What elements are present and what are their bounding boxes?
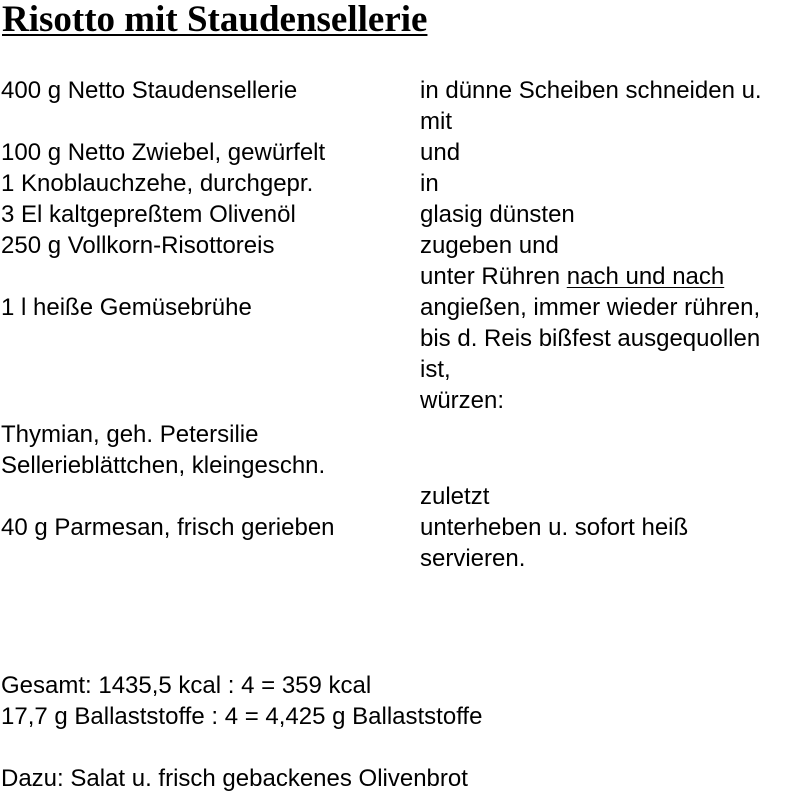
recipe-title: Risotto mit Staudensellerie: [2, 0, 428, 40]
instruction-line: angießen, immer wieder rühren,: [420, 294, 761, 321]
ingredient-line: 1 Knoblauchzehe, durchgepr.: [1, 170, 314, 197]
ingredient-line: 400 g Netto Staudensellerie: [1, 77, 298, 104]
ingredient-line: Sellerieblättchen, kleingeschn.: [1, 452, 326, 479]
instruction-line: und: [420, 139, 461, 166]
instruction-line: in dünne Scheiben schneiden u.: [420, 77, 762, 104]
instruction-line: mit: [420, 108, 452, 135]
instruction-line: würzen:: [420, 387, 505, 414]
instruction-line: unterheben u. sofort heiß: [420, 514, 689, 541]
serving-suggestion: Dazu: Salat u. frisch gebackenes Olivenbrot: [1, 765, 468, 792]
fiber-summary: 17,7 g Ballaststoffe : 4 = 4,425 g Ballaststoffe: [1, 703, 483, 730]
instruction-text: unter Rühren: [420, 263, 567, 290]
instruction-line: ist,: [420, 356, 451, 383]
ingredient-line: 1 l heiße Gemüsebrühe: [1, 294, 252, 321]
instruction-line: zuletzt: [420, 483, 490, 510]
instruction-line: bis d. Reis bißfest ausgequollen: [420, 325, 761, 352]
instruction-line: [420, 261, 724, 292]
instruction-line: in: [420, 170, 439, 197]
ingredient-line: Thymian, geh. Petersilie: [1, 421, 259, 448]
calorie-summary: Gesamt: 1435,5 kcal : 4 = 359 kcal: [1, 672, 372, 699]
instruction-underlined-text: nach und nach: [566, 263, 725, 290]
instruction-line: glasig dünsten: [420, 201, 575, 228]
ingredient-line: 100 g Netto Zwiebel, gewürfelt: [1, 139, 326, 166]
instruction-line: servieren.: [420, 545, 526, 572]
ingredient-line: 3 El kaltgepreßtem Olivenöl: [1, 201, 296, 228]
ingredient-line: 40 g Parmesan, frisch gerieben: [1, 514, 335, 541]
ingredient-line: 250 g Vollkorn-Risottoreis: [1, 232, 275, 259]
instruction-line: zugeben und: [420, 232, 559, 259]
